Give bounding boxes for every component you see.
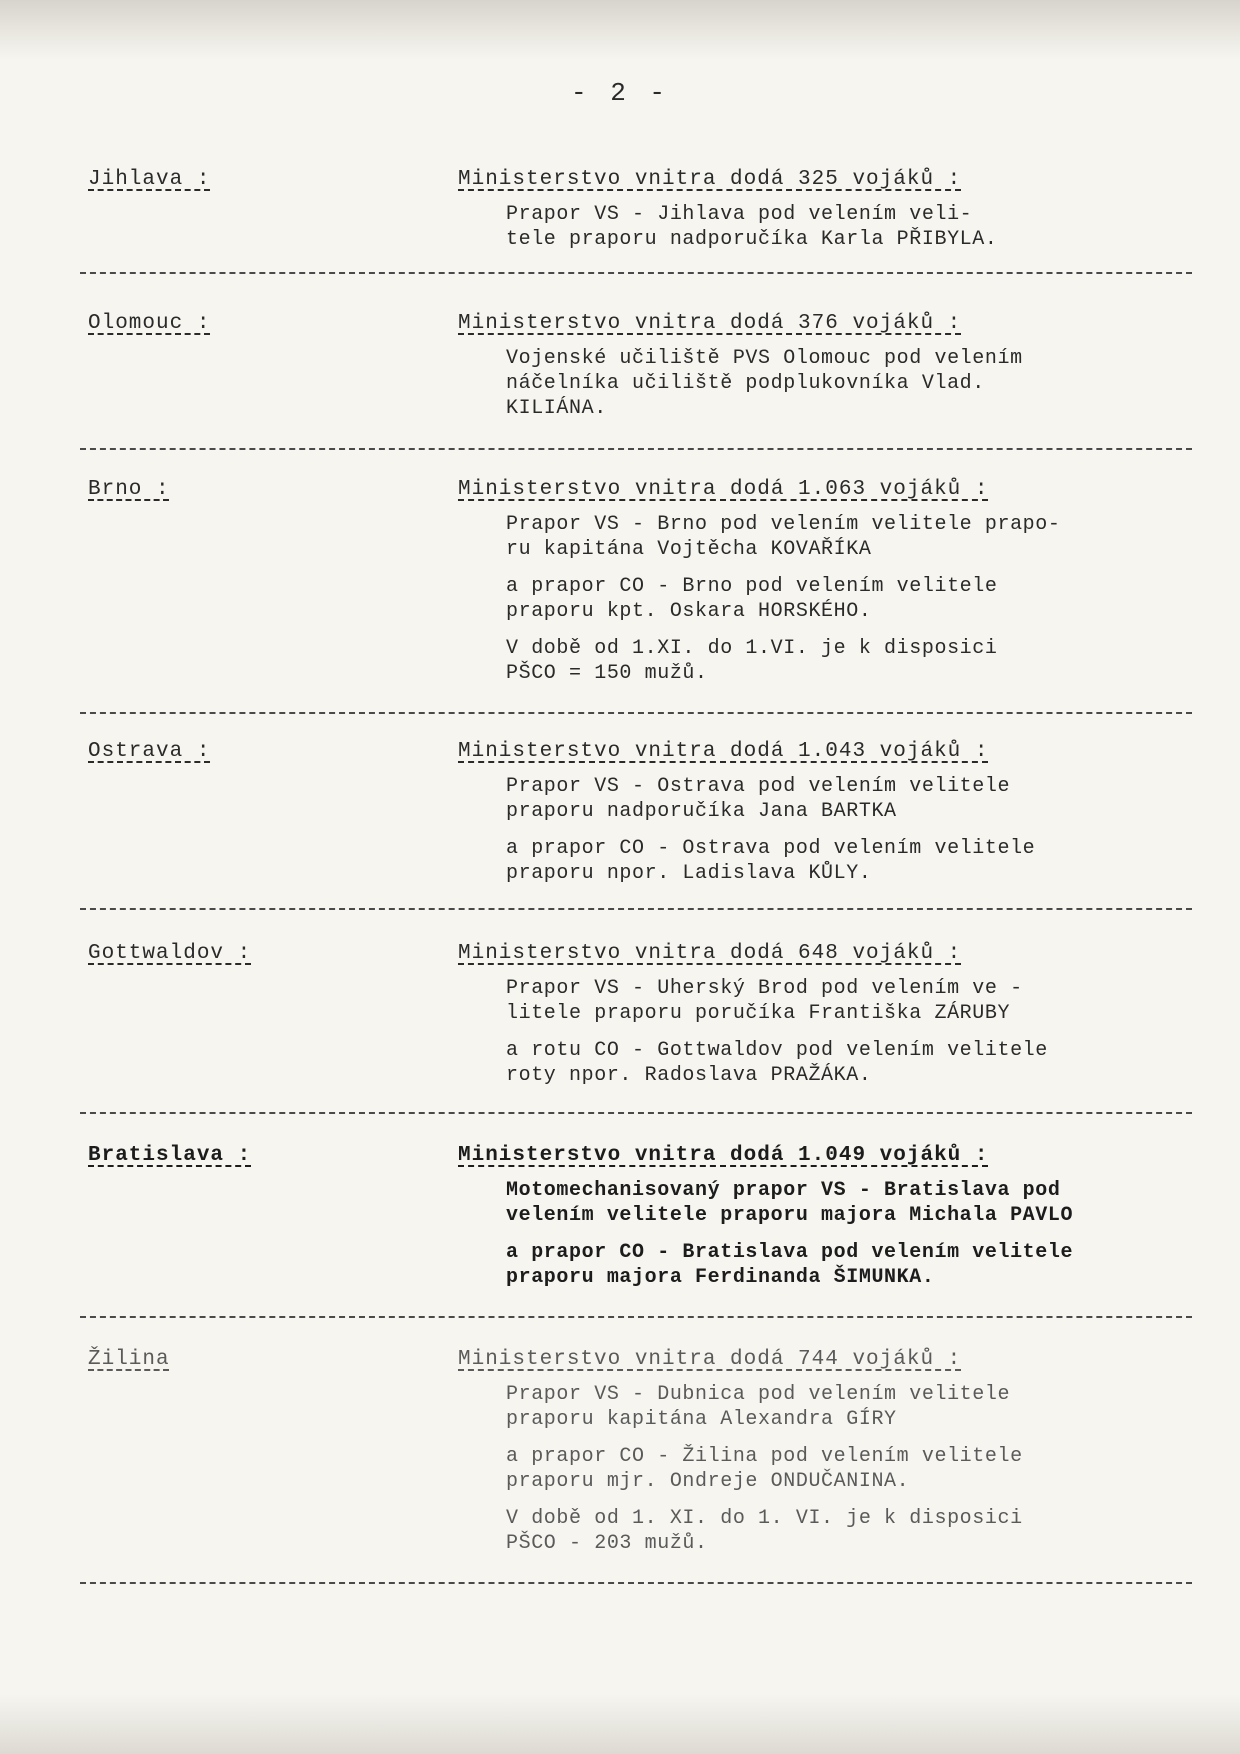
paragraph: a prapor CO - Ostrava pod velením velitele praporu npor. Ladislava KŮLY. — [506, 837, 1036, 885]
paragraph: Prapor VS - Dubnica pod velením velitele praporu kapitána Alexandra GÍRY — [506, 1383, 1011, 1431]
section-divider — [80, 1316, 1192, 1318]
section-body — [506, 774, 1196, 898]
paragraph: Prapor VS - Uherský Brod pod velením ve - litele praporu poručíka Františka ZÁRUBY — [506, 977, 1023, 1025]
paragraph: V době od 1.XI. do 1.VI. je k disposici PŠCO = 150 mužů. — [506, 637, 998, 685]
section-divider — [80, 712, 1192, 714]
paragraph: V době od 1. XI. do 1. VI. je k disposici PŠCO - 203 mužů. — [506, 1507, 1023, 1555]
section-body — [506, 976, 1196, 1100]
page-number: - 2 - — [570, 78, 669, 108]
city-label: Ostrava : — [88, 740, 211, 763]
section-body — [506, 1382, 1196, 1568]
paragraph: Vojenské učiliště PVS Olomouc pod velením náčelníka učiliště podplukovníka Vlad. KILIÁNA. — [506, 347, 1023, 420]
paragraph: Motomechanisovaný prapor VS - Bratislava pod velením velitele praporu majora Michala PAVLO — [506, 1179, 1074, 1227]
section-body — [506, 1178, 1196, 1302]
paragraph: a prapor CO - Bratislava pod velením velitele praporu majora Ferdinanda ŠIMUNKA. — [506, 1241, 1074, 1289]
section-heading: Ministerstvo vnitra dodá 376 vojáků : — [458, 312, 962, 335]
section-heading: Ministerstvo vnitra dodá 1.043 vojáků : — [458, 740, 989, 763]
section-divider — [80, 1112, 1192, 1114]
section-body — [506, 202, 1196, 264]
section-heading: Ministerstvo vnitra dodá 325 vojáků : — [458, 168, 962, 191]
section-heading: Ministerstvo vnitra dodá 648 vojáků : — [458, 942, 962, 965]
city-label: Bratislava : — [88, 1144, 252, 1167]
section-divider — [80, 272, 1192, 274]
scan-bottom-shadow — [0, 1694, 1240, 1754]
scan-top-shadow — [0, 0, 1240, 60]
section-heading: Ministerstvo vnitra dodá 744 vojáků : — [458, 1348, 962, 1371]
section-divider — [80, 1582, 1192, 1584]
section-body — [506, 346, 1196, 433]
section-divider — [80, 908, 1192, 910]
section-body — [506, 512, 1196, 698]
section-heading: Ministerstvo vnitra dodá 1.049 vojáků : — [458, 1144, 989, 1167]
city-label: Brno : — [88, 478, 170, 501]
paragraph: Prapor VS - Ostrava pod velením velitele praporu nadporučíka Jana BARTKA — [506, 775, 1011, 823]
paragraph: a prapor CO - Brno pod velením velitele praporu kpt. Oskara HORSKÉHO. — [506, 575, 998, 623]
section-heading: Ministerstvo vnitra dodá 1.063 vojáků : — [458, 478, 989, 501]
section-divider — [80, 448, 1192, 450]
paragraph: Prapor VS - Jihlava pod velením veli- tele praporu nadporučíka Karla PŘIBYLA. — [506, 203, 998, 251]
paragraph: a rotu CO - Gottwaldov pod velením velitele roty npor. Radoslava PRAŽÁKA. — [506, 1039, 1048, 1087]
paragraph: a prapor CO - Žilina pod velením velitele praporu mjr. Ondreje ONDUČANINA. — [506, 1445, 1023, 1493]
city-label: Jihlava : — [88, 168, 211, 191]
city-label: Gottwaldov : — [88, 942, 252, 965]
paragraph: Prapor VS - Brno pod velením velitele prapo- ru kapitána Vojtěcha KOVAŘÍKA — [506, 513, 1061, 561]
city-label: Žilina — [88, 1348, 170, 1371]
city-label: Olomouc : — [88, 312, 211, 335]
